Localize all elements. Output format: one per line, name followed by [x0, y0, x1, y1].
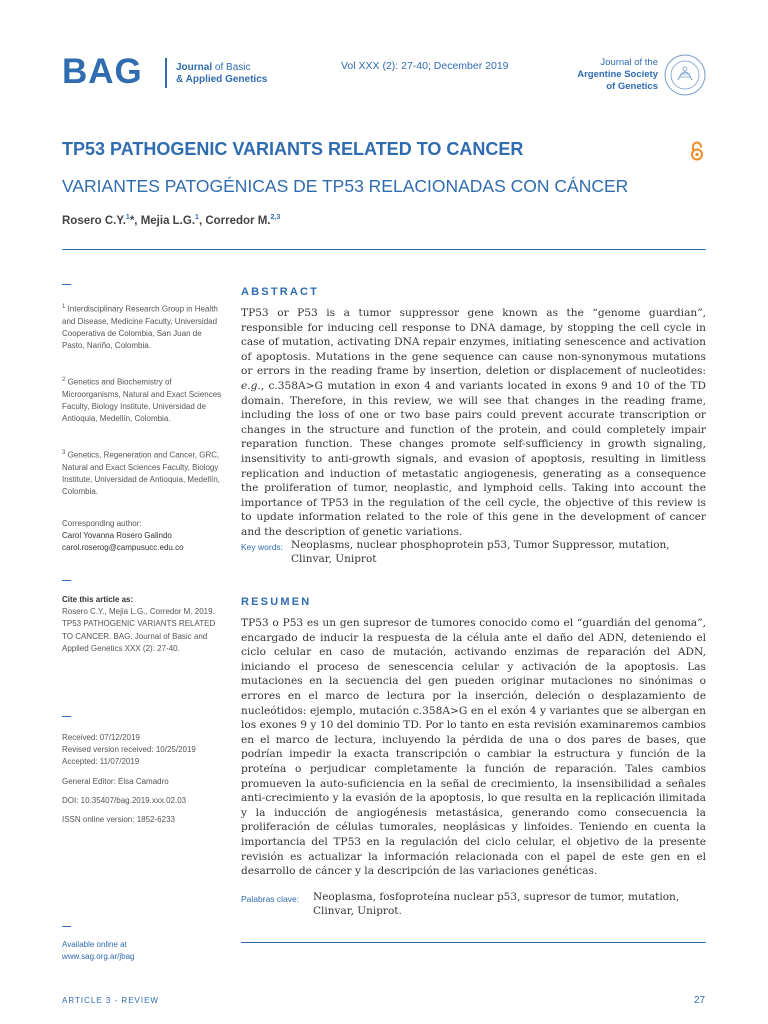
affiliation-text: Genetics, Regeneration and Cancer, GRC, Natural and Exact Sciences Faculty, Biology Institute, Universidad de Antioquia, Medellín, Colombia.: [62, 450, 220, 497]
author-list: [62, 214, 280, 227]
affiliation-number: 1: [62, 304, 66, 310]
doi[interactable]: DOI: 10.35407/bag.2019.xxx.02.03: [62, 795, 187, 805]
affiliation-3: [62, 447, 222, 498]
society-line1: Journal of the: [600, 57, 658, 68]
keywords-label: Palabras clave:: [241, 894, 300, 904]
page-number: 27: [694, 995, 706, 1006]
accepted-date: Accepted: 11/07/2019: [62, 757, 140, 767]
section-dash: [62, 926, 71, 927]
society-line3: of Genetics: [606, 81, 658, 92]
open-access-icon[interactable]: [689, 141, 705, 161]
citation: [62, 594, 222, 655]
received-date: Received: 07/12/2019: [62, 733, 140, 742]
revised-date: Revised version received: 10/25/2019: [62, 745, 196, 755]
corresponding-author: [62, 518, 232, 555]
content-rule: [241, 942, 706, 943]
resumen-text: TP53 o P53 es un gen supresor de tumores conocido como el “guardián del genoma”, encargado de inducir la respuesta de la célula ante el daño del ADN, deteniendo el ciclo celular en caso de mutación, activando enzimas de reparación del ADN, iniciando el proceso de senescencia celular y activación de la apoptosis. Las mutaciones en la secuencia del gen pueden originar mutaciones no sinónimas o errores en el marco de lectura por la inserción, deleción o desplazamiento de nucleótidos: ejemplo, mutación c.358A>G en el exón 4 y variantes que se albergan en los exones 9 y 10 del dominio TD. Por lo tanto en esta revisión examinaremos cambios en el marco de lectura, incluyendo la pérdida de una o dos pares de bases, que podrían impedir la exacta transcripción o cambiar la estructura y función de la proteína o perjudicar completamente la función de reparación. Tales cambios promueven la auto-suficiencia en la señal de crecimiento, la insensibilidad a señales anti-crecimiento y la evasión de la apoptosis, lo que resulta en la replicación ilimitada y la inducción de angiogénesis metastásica, generando como consecuencia la proliferación de células tumorales, neoplásicas y linfoides. Teniendo en cuenta la importancia del TP53 en la regulación del ciclo celular, el objetivo de la presente revisión es actualizar la información relacionada con el papel de este gen en el desarrollo de cáncer y la descripción de las variaciones genéticas.: [241, 617, 706, 878]
general-editor: General Editor: Elsa Camadro: [62, 776, 169, 786]
affiliation-2: [62, 374, 222, 425]
section-dash: [62, 580, 71, 581]
available-url[interactable]: www.sag.org.ar/jbag: [62, 952, 135, 962]
citation-label: Cite this article as:: [62, 595, 134, 604]
affiliation-text: Interdisciplinary Research Group in Health and Disease, Medicine Faculty, Universidad Cooperativa de Colombia, San Juan de Pasto, Nariño, Colombia.: [62, 304, 218, 351]
availability: [62, 939, 222, 963]
article-dates: [62, 732, 232, 826]
author-separator: ,: [198, 214, 206, 227]
corresponding-email[interactable]: carol.roserog@campusucc.edu.co: [62, 543, 184, 553]
society-seal-icon: [664, 54, 706, 96]
author-name: Rosero C.Y.: [62, 214, 126, 227]
keywords-label: Key words:: [241, 542, 284, 552]
abstract-text-part: TP53 or P53 is a tumor suppressor gene known as the “genome guardian”, responsible for inducing cell response to DNA damage, by stopping the cell cycle in case of mutation, activating DNA repair enzymes, initiating senescence and activation of apoptosis. Mutations in the gene sequence can cause non-synonymous mutations or errors in the reading frame by insertion, deletion or displacement of nucleotides:: [241, 307, 706, 378]
abstract-text-part: , c.358A>G mutation in exon 4 and variants located in exons 9 and 10 of the TD domain. Therefore, in this review, we will see that changes in the reading frame, including the loss of one or two base pairs could prevent accurate transcription or changes in the structure and function of the protein, and could completely impair reparation function. These changes promote self-sufficiency in growth signaling, insensitivity to anti-growth signals, and evasion of apoptosis, resulting in limitless replication and induction of metastatic angiogenesis, generating as a consequence the proliferation of tumor, neoplastic, and lymphoid cells. Taking into account the importance of TP53 in the regulation of the cell cycle, the objective of this review is to update information related to the role of this gene in the development of cancer and the description of genetic variations.: [241, 379, 706, 538]
resumen-heading: RESUMEN: [241, 596, 312, 608]
volume-info: Vol XXX (2): 27-40; December 2019: [341, 60, 509, 72]
abstract-heading: ABSTRACT: [241, 286, 320, 298]
header-rule: [62, 249, 706, 250]
abstract-keywords: [241, 538, 706, 566]
author-separator: *,: [129, 214, 141, 227]
resumen-keywords: [241, 890, 706, 918]
author-affiliation: 2,3: [270, 214, 281, 221]
abstract-text-italic: e.g.: [241, 379, 261, 392]
journal-name-rest: of Basic: [212, 62, 251, 73]
issn: ISSN online version: 1852-6233: [62, 815, 175, 825]
author-name: Corredor M.: [205, 214, 271, 227]
journal-name: [176, 62, 267, 86]
author-name: Mejia L.G.: [140, 214, 196, 227]
corresponding-label: Corresponding author:: [62, 519, 142, 528]
affiliation-1: [62, 301, 222, 352]
keywords-text: Neoplasma, fosfoproteína nuclear p53, supresor de tumor, mutation, Clinvar, Uniprot.: [313, 891, 680, 917]
affiliation-number: 2: [62, 377, 66, 383]
corresponding-name: Carol Yovanna Rosero Galindo: [62, 531, 172, 541]
keywords-text: Neoplasms, nuclear phosphoprotein p53, Tumor Suppressor, mutation, Clinvar, Uniprot: [291, 539, 670, 565]
section-dash: [62, 716, 71, 717]
author-affiliation: 1: [125, 214, 130, 221]
abstract-text: [241, 306, 706, 540]
author-affiliation: 1: [195, 214, 199, 221]
journal-logo: BAG: [62, 52, 143, 91]
affiliation-text: Genetics and Biochemistry of Microorganisms, Natural and Exact Sciences Faculty, Biology Institute, Universidad de Antioquia, Medellín, Colombia.: [62, 377, 222, 424]
article-title-spanish: VARIANTES PATOGÉNICAS DE TP53 RELACIONADAS CON CÁNCER: [62, 176, 629, 196]
section-dash: [62, 284, 71, 285]
journal-name-bold: Journal: [176, 62, 213, 73]
citation-text: Rosero C.Y., Mejia L.G., Corredor M. 2019. TP53 PATHOGENIC VARIANTS RELATED TO CANCER. BAG. Journal of Basic and Applied Genetics XXX (2): 27-40.: [62, 607, 216, 653]
journal-name-line2: & Applied Genetics: [176, 74, 268, 85]
article-title-english: TP53 PATHOGENIC VARIANTS RELATED TO CANCER: [62, 139, 524, 159]
article-type: ARTICLE 3 - REVIEW: [62, 996, 159, 1005]
society-name: [540, 57, 658, 93]
society-line2: Argentine Society: [577, 69, 658, 80]
affiliation-number: 3: [62, 450, 66, 456]
logo-divider: [165, 58, 167, 88]
available-label: Available online at: [62, 940, 127, 949]
